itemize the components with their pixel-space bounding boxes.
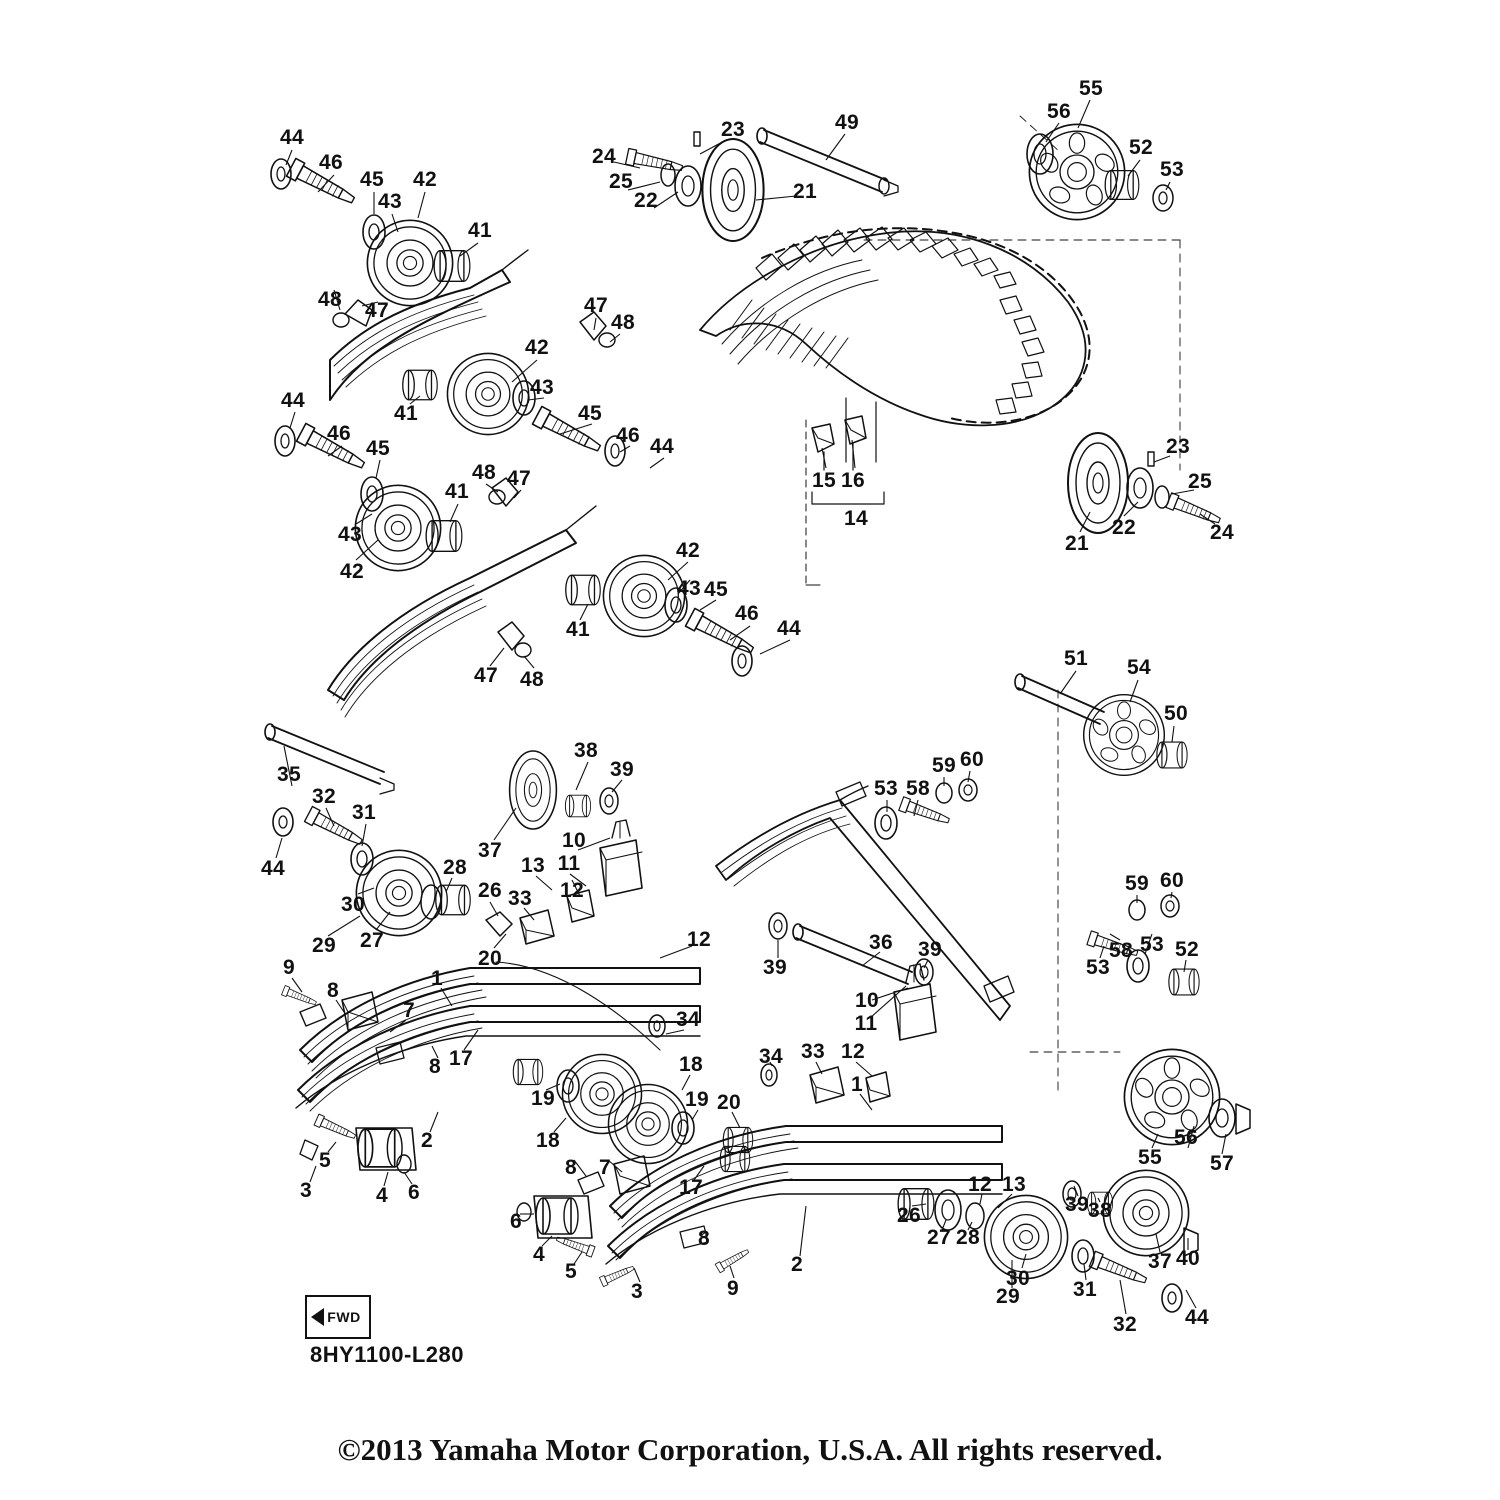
- callout-number: 30: [341, 893, 365, 916]
- callout-number: 18: [679, 1053, 703, 1076]
- callout-number: 32: [312, 785, 336, 808]
- callout-number: 8: [429, 1055, 441, 1078]
- callout-number: 6: [510, 1210, 522, 1233]
- callout-number: 8: [698, 1227, 710, 1250]
- callout-number: 59: [932, 754, 956, 777]
- callout-number: 8: [327, 979, 339, 1002]
- callout-number: 6: [408, 1181, 420, 1204]
- callout-number: 50: [1164, 702, 1188, 725]
- callout-number: 43: [338, 523, 362, 546]
- callout-number: 49: [835, 111, 859, 134]
- callout-number: 38: [574, 739, 598, 762]
- callout-number: 22: [634, 189, 658, 212]
- callout-number: 12: [968, 1173, 992, 1196]
- callout-number: 31: [352, 801, 376, 824]
- fwd-label: FWD: [327, 1309, 361, 1325]
- callout-number: 39: [918, 938, 942, 961]
- callout-number: 59: [1125, 872, 1149, 895]
- callout-number: 45: [366, 437, 390, 460]
- callout-number: 17: [679, 1176, 703, 1199]
- callout-number: 34: [676, 1008, 700, 1031]
- callout-number: 43: [378, 190, 402, 213]
- callout-number: 1: [851, 1073, 863, 1096]
- callout-number: 4: [533, 1243, 545, 1266]
- callout-number: 39: [610, 758, 634, 781]
- callout-number: 12: [841, 1040, 865, 1063]
- callout-number: 54: [1127, 656, 1151, 679]
- callout-number: 2: [791, 1253, 803, 1276]
- callout-number: 52: [1129, 136, 1153, 159]
- callout-number: 45: [360, 168, 384, 191]
- callout-number: 20: [717, 1091, 741, 1114]
- callout-number: 29: [996, 1285, 1020, 1308]
- callout-number: 27: [927, 1226, 951, 1249]
- callout-number: 3: [300, 1179, 312, 1202]
- callout-number: 39: [1065, 1193, 1089, 1216]
- callout-number: 44: [650, 435, 674, 458]
- callout-number: 10: [855, 989, 879, 1012]
- callout-number: 44: [280, 126, 304, 149]
- callout-number: 46: [319, 151, 343, 174]
- callout-number: 47: [365, 299, 389, 322]
- callout-number: 44: [1185, 1306, 1209, 1329]
- callout-number: 48: [318, 288, 342, 311]
- callout-number: 27: [360, 929, 384, 952]
- callout-number: 44: [777, 617, 801, 640]
- callout-number: 13: [521, 854, 545, 877]
- callout-number: 9: [727, 1277, 739, 1300]
- callout-number: 25: [609, 170, 633, 193]
- callout-number: 32: [1113, 1313, 1137, 1336]
- callout-number: 11: [854, 1012, 878, 1035]
- callout-number: 47: [584, 294, 608, 317]
- callout-number: 45: [704, 578, 728, 601]
- callout-number: 15: [812, 469, 836, 492]
- callout-number: 24: [592, 145, 616, 168]
- callout-number: 5: [565, 1260, 577, 1283]
- callout-number: 44: [281, 389, 305, 412]
- callout-number: 43: [677, 577, 701, 600]
- callout-number: 41: [566, 618, 590, 641]
- callout-number: 8: [565, 1156, 577, 1179]
- callout-number: 21: [793, 180, 817, 203]
- callout-number: 23: [721, 118, 745, 141]
- callout-number: 26: [478, 879, 502, 902]
- callout-number: 55: [1138, 1146, 1162, 1169]
- callout-number: 33: [508, 887, 532, 910]
- callout-number: 42: [525, 336, 549, 359]
- callout-number: 41: [445, 480, 469, 503]
- callout-number: 48: [472, 461, 496, 484]
- callout-number: 48: [611, 311, 635, 334]
- callout-number: 44: [261, 857, 285, 880]
- callout-number: 9: [283, 956, 295, 979]
- callout-number: 53: [1140, 933, 1164, 956]
- callout-number: 2: [421, 1129, 433, 1152]
- callout-number: 46: [735, 602, 759, 625]
- callout-number: 53: [874, 777, 898, 800]
- callout-number: 56: [1047, 100, 1071, 123]
- callout-number: 55: [1079, 77, 1103, 100]
- callout-number: 58: [1109, 939, 1133, 962]
- callout-number: 42: [676, 539, 700, 562]
- callout-number: 28: [956, 1226, 980, 1249]
- callout-number: 58: [906, 777, 930, 800]
- callout-number: 18: [536, 1129, 560, 1152]
- callout-number: 41: [468, 219, 492, 242]
- callout-number: 26: [897, 1204, 921, 1227]
- callout-number: 29: [312, 934, 336, 957]
- callout-number: 21: [1065, 532, 1089, 555]
- callout-number: 14: [844, 507, 868, 530]
- callout-number: 3: [631, 1280, 643, 1303]
- callout-number: 45: [578, 402, 602, 425]
- callout-number: 53: [1086, 956, 1110, 979]
- callout-number: 20: [478, 947, 502, 970]
- callout-number: 41: [394, 402, 418, 425]
- diagram-part-code: 8HY1100-L280: [310, 1342, 464, 1367]
- callout-number: 13: [1002, 1173, 1026, 1196]
- callout-number: 7: [599, 1156, 611, 1179]
- forward-direction-indicator: [305, 1295, 371, 1339]
- callout-number: 23: [1166, 435, 1190, 458]
- callout-number: 19: [531, 1087, 555, 1110]
- callout-number: 40: [1176, 1247, 1200, 1270]
- callout-number: 22: [1112, 516, 1136, 539]
- callout-number: 19: [685, 1088, 709, 1111]
- callout-number: 4: [376, 1184, 388, 1207]
- callout-number: 37: [1148, 1250, 1172, 1273]
- callout-number: 5: [319, 1149, 331, 1172]
- callout-number: 42: [413, 168, 437, 191]
- callout-number: 25: [1188, 470, 1212, 493]
- callout-number: 51: [1064, 647, 1088, 670]
- callout-number: 47: [507, 467, 531, 490]
- callout-number: 47: [474, 664, 498, 687]
- callout-number: 11: [557, 852, 581, 875]
- callout-number: 10: [562, 829, 586, 852]
- callout-number: 57: [1210, 1152, 1234, 1175]
- copyright-notice: ©2013 Yamaha Motor Corporation, U.S.A. All rights reserved.: [337, 1432, 1163, 1467]
- callout-number: 46: [616, 424, 640, 447]
- callout-number: 16: [841, 469, 865, 492]
- left-arrow-icon: [311, 1308, 324, 1326]
- callout-number: 12: [560, 879, 584, 902]
- callout-number: 1: [431, 967, 443, 990]
- callout-number: 56: [1174, 1126, 1198, 1149]
- callout-number: 7: [403, 999, 415, 1022]
- callout-number: 60: [1160, 869, 1184, 892]
- callout-number: 39: [763, 956, 787, 979]
- callout-number: 17: [449, 1047, 473, 1070]
- callout-number: 31: [1073, 1278, 1097, 1301]
- callout-number: 53: [1160, 158, 1184, 181]
- callout-number: 30: [1006, 1267, 1030, 1290]
- callout-number: 37: [478, 839, 502, 862]
- callout-number: 46: [327, 422, 351, 445]
- callout-number: 24: [1210, 521, 1234, 544]
- callout-number: 12: [687, 928, 711, 951]
- callout-number: 28: [443, 856, 467, 879]
- callout-number: 36: [869, 931, 893, 954]
- callout-number: 33: [801, 1040, 825, 1063]
- callout-number: 42: [340, 560, 364, 583]
- callout-number: 35: [277, 763, 301, 786]
- callout-number: 52: [1175, 938, 1199, 961]
- callout-number: 60: [960, 748, 984, 771]
- callout-number: 34: [759, 1045, 783, 1068]
- callout-number: 38: [1088, 1199, 1112, 1222]
- callout-number: 48: [520, 668, 544, 691]
- callout-number: 43: [530, 376, 554, 399]
